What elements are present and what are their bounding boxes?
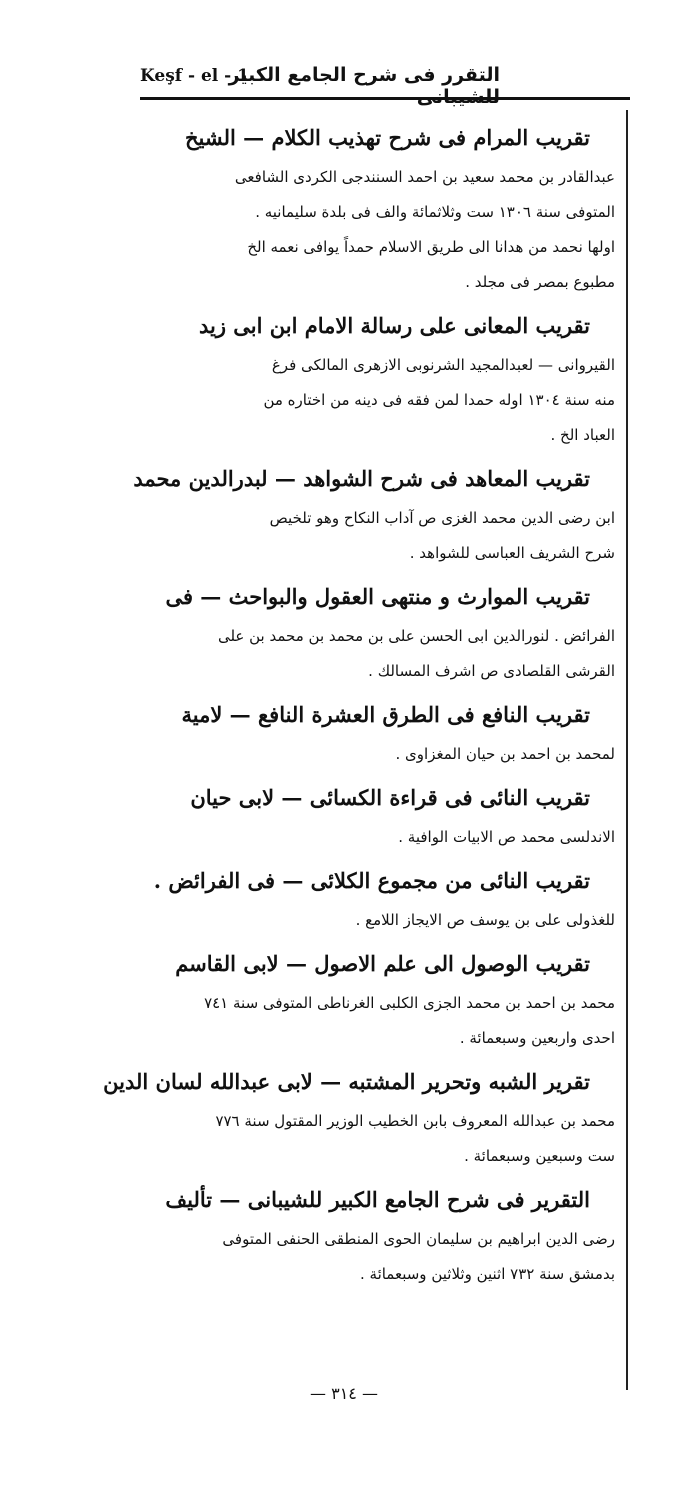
bibliography-entry — [160, 304, 615, 453]
bibliography-entry — [160, 693, 615, 772]
entry-text-line: محمد بن عبدالله المعروف بابن الخطيب الوزير المقتول سنة ٧٧٦ — [215, 1112, 615, 1130]
page-header — [140, 58, 630, 108]
entry-text-line: مطبوع بمصر فى مجلد . — [465, 273, 615, 291]
entry-text-line: القرشى القلصادى ص اشرف المسالك . — [368, 662, 615, 680]
entry-text-line: اولها نحمد من هدانا الى طريق الاسلام حمداً يوافى نعمه الخ — [247, 238, 615, 256]
entry-heading: تقرير الشبه وتحرير المشتبه — لابى عبدالله لسان الدين — [103, 1069, 590, 1094]
entry-text-line: منه سنة ١٣٠٤ اوله حمدا لمن فقه فى دينه من اختاره من — [263, 391, 615, 409]
entry-text-line: رضى الدين ابراهيم بن سليمان الحوى المنطقى الحنفى المتوفى — [222, 1230, 615, 1248]
entry-text-line: الفرائض . لنورالدين ابى الحسن على بن محمد بن محمد بن على — [217, 627, 615, 645]
entry-text-line: ست وسبعين وسبعمائة . — [464, 1147, 615, 1165]
entry-text-line: لمحمد بن احمد بن حيان المغزاوى . — [395, 745, 615, 763]
entry-text-line: الاندلسى محمد ص الابيات الوافية . — [398, 828, 615, 846]
bibliography-entry — [160, 776, 615, 855]
entry-heading: تقريب المعانى على رسالة الامام ابن ابى زيد — [198, 313, 590, 338]
entry-text-line: القيروانى — لعبدالمجيد الشرنوبى الازهرى المالكى فرغ — [271, 356, 615, 374]
entry-text-line: احدى واربعين وسبعمائة . — [459, 1029, 615, 1047]
entry-list — [103, 116, 615, 1296]
entry-heading: تقريب النائى فى قراءة الكسائى — لابى حيان — [190, 785, 590, 810]
entry-heading: تقريب الموارث و منتهى العقول والبواحث — فى — [165, 584, 590, 609]
running-title: التقرر فى شرح الجامع الكبير للشيبانى — [228, 64, 500, 108]
page-number: — ٣١٤ — — [310, 1384, 378, 1403]
entry-text-line: المتوفى سنة ١٣٠٦ ست وثلاثمائة والف فى بلدة سليمانيه . — [255, 203, 615, 221]
bibliography-entry — [160, 575, 615, 689]
entry-heading: تقريب الوصول الى علم الاصول — لابى القاسم — [175, 951, 590, 976]
entry-text-line: للغذولى على بن يوسف ص الايجاز اللامع . — [355, 911, 615, 929]
entry-text-line: محمد بن احمد بن محمد الجزى الكلبى الغرناطى المتوفى سنة ٧٤١ — [204, 994, 615, 1012]
entry-heading: تقريب النائى من مجموع الكلائى — فى الفرائض . — [153, 868, 590, 893]
entry-text-line: العباد الخ . — [550, 426, 615, 444]
bibliography-entry — [160, 942, 615, 1056]
bibliography-entry — [133, 457, 615, 571]
entry-heading: تقريب المعاهد فى شرح الشواهد — لبدرالدين محمد — [133, 466, 590, 491]
entry-heading: تقريب المرام فى شرح تهذيب الكلام — الشيخ — [184, 125, 590, 150]
entry-text-line: بدمشق سنة ٧٣٢ اثنين وثلاثين وسبعمائة . — [359, 1265, 615, 1283]
bibliography-entry — [160, 1178, 615, 1292]
entry-heading: تقريب النافع فى الطرق العشرة النافع — لامية — [181, 702, 590, 727]
folio-label: Keşf - el - 1 — [140, 66, 249, 86]
entry-text-line: عبدالقادر بن محمد سعيد بن احمد السنندجى الكردى الشافعى — [234, 168, 615, 186]
bibliography-entry — [103, 1060, 615, 1174]
entry-text-line: شرح الشريف العباسى للشواهد . — [409, 544, 615, 562]
bibliography-entry — [160, 116, 615, 300]
header-rule — [140, 97, 630, 100]
margin-rule — [626, 110, 628, 1390]
bibliography-entry — [153, 859, 615, 938]
entry-text-line: ابن رضى الدين محمد الغزى ص آداب النكاح وهو تلخيص — [269, 509, 615, 527]
entry-heading: التقرير فى شرح الجامع الكبير للشيبانى — تأليف — [165, 1187, 590, 1212]
